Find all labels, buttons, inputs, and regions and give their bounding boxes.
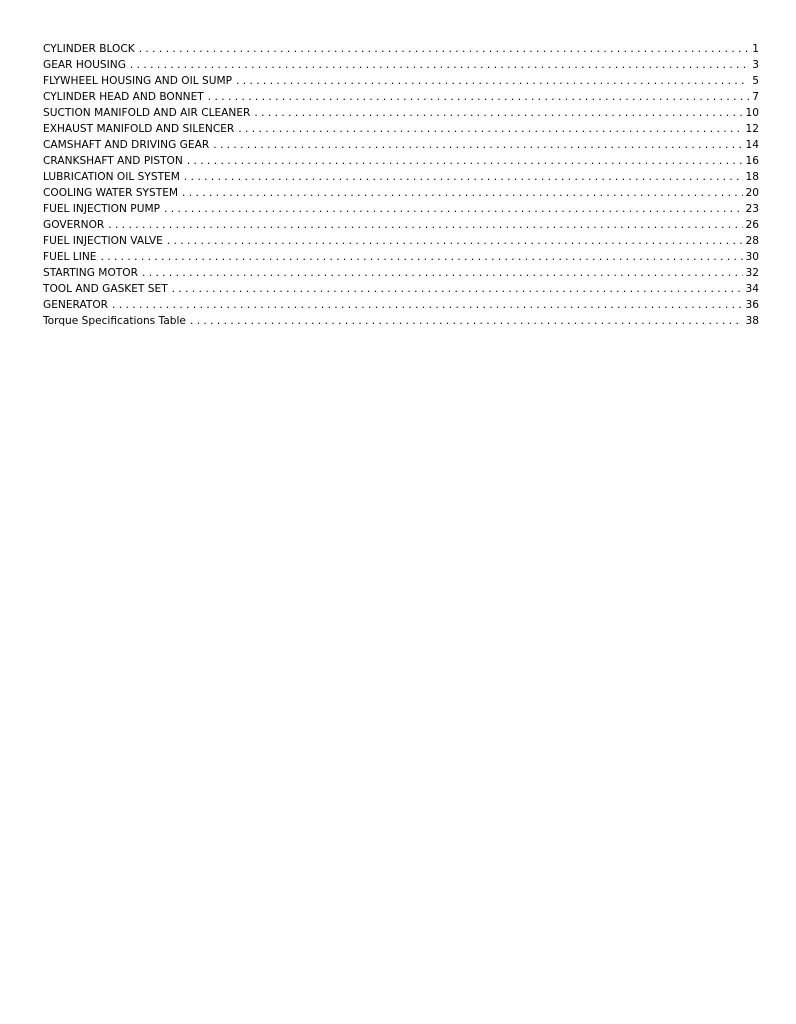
toc-entry-page: 7	[752, 91, 759, 103]
toc-entry[interactable]	[43, 265, 759, 281]
toc-entry-page: 3	[752, 59, 759, 71]
toc-entry-title: FLYWHEEL HOUSING AND OIL SUMP	[43, 75, 233, 87]
toc-entry-title: EXHAUST MANIFOLD AND SILENCER	[43, 123, 235, 135]
toc-entry[interactable]	[43, 217, 759, 233]
toc-entry-page: 14	[745, 139, 759, 151]
toc-entry-title: FUEL LINE	[43, 251, 97, 263]
toc-entry-title: CYLINDER HEAD AND BONNET	[43, 91, 204, 103]
toc-entry-title: FUEL INJECTION VALVE	[43, 235, 163, 247]
toc-entry[interactable]	[43, 153, 759, 169]
toc-dot-leader	[184, 169, 743, 185]
toc-dot-leader	[236, 73, 749, 89]
toc-entry[interactable]	[43, 281, 759, 297]
toc-entry-title: SUCTION MANIFOLD AND AIR CLEANER	[43, 107, 251, 119]
toc-entry-page: 18	[745, 171, 759, 183]
toc-entry-page: 10	[745, 107, 759, 119]
toc-entry-page: 32	[745, 267, 759, 279]
toc-dot-leader	[182, 185, 742, 201]
toc-entry[interactable]	[43, 105, 759, 121]
toc-entry-title: LUBRICATION OIL SYSTEM	[43, 171, 180, 183]
toc-entry-title: Torque Specifications Table	[43, 315, 186, 327]
toc-entry-title: CRANKSHAFT AND PISTON	[43, 155, 183, 167]
toc-entry-title: FUEL INJECTION PUMP	[43, 203, 160, 215]
toc-dot-leader	[187, 153, 743, 169]
toc-entry[interactable]	[43, 121, 759, 137]
toc-entry-page: 23	[745, 203, 759, 215]
toc-entry-title: COOLING WATER SYSTEM	[43, 187, 179, 199]
toc-entry-title: CAMSHAFT AND DRIVING GEAR	[43, 139, 210, 151]
toc-dot-leader	[112, 297, 742, 313]
toc-entry[interactable]	[43, 41, 759, 57]
toc-entry-title: CYLINDER BLOCK	[43, 43, 135, 55]
toc-dot-leader	[190, 313, 743, 329]
toc-entry-page: 20	[745, 187, 759, 199]
toc-entry[interactable]	[43, 249, 759, 265]
toc-dot-leader	[208, 89, 749, 105]
toc-entry[interactable]	[43, 169, 759, 185]
toc-entry-page: 5	[752, 75, 759, 87]
toc-entry[interactable]	[43, 57, 759, 73]
toc-dot-leader	[164, 201, 743, 217]
toc-entry-page: 30	[745, 251, 759, 263]
toc-entry[interactable]	[43, 201, 759, 217]
toc-entry-title: GEAR HOUSING	[43, 59, 126, 71]
toc-entry[interactable]	[43, 185, 759, 201]
toc-entry[interactable]	[43, 73, 759, 89]
toc-dot-leader	[108, 217, 742, 233]
toc-entry[interactable]	[43, 297, 759, 313]
toc-entry-page: 16	[745, 155, 759, 167]
toc-entry[interactable]	[43, 313, 759, 329]
toc-entry[interactable]	[43, 137, 759, 153]
toc-entry[interactable]	[43, 89, 759, 105]
toc-dot-leader	[139, 41, 750, 57]
toc-dot-leader	[172, 281, 743, 297]
toc-dot-leader	[142, 265, 743, 281]
toc-entry[interactable]	[43, 233, 759, 249]
toc-entry-page: 34	[745, 283, 759, 295]
toc-entry-title: GENERATOR	[43, 299, 109, 311]
toc-dot-leader	[213, 137, 742, 153]
toc-dot-leader	[254, 105, 742, 121]
toc-dot-leader	[130, 57, 749, 73]
toc-entry-page: 36	[745, 299, 759, 311]
toc-entry-page: 38	[745, 315, 759, 327]
toc-entry-title: STARTING MOTOR	[43, 267, 138, 279]
toc-entry-page: 28	[745, 235, 759, 247]
toc-entry-title: GOVERNOR	[43, 219, 105, 231]
table-of-contents	[43, 41, 759, 329]
toc-dot-leader	[238, 121, 742, 137]
toc-entry-title: TOOL AND GASKET SET	[43, 283, 168, 295]
toc-dot-leader	[167, 233, 743, 249]
toc-entry-page: 26	[745, 219, 759, 231]
toc-dot-leader	[100, 249, 742, 265]
toc-entry-page: 1	[752, 43, 759, 55]
toc-entry-page: 12	[745, 123, 759, 135]
